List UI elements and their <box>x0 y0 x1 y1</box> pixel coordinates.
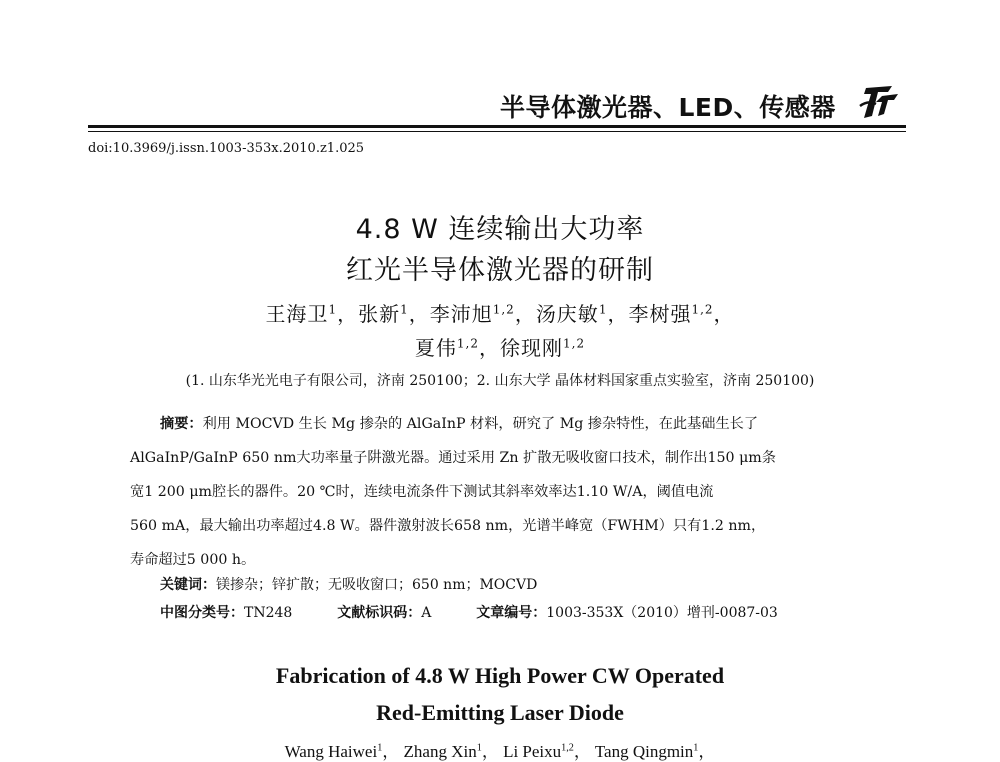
cn-author-name: 夏伟 <box>414 336 457 360</box>
en-author <box>404 742 482 761</box>
title-en-line1: Fabrication of 4.8 W High Power CW Operated <box>275 663 725 688</box>
keywords-label: 关键词： <box>160 577 216 593</box>
en-author-affil-mark: 1 <box>693 742 699 754</box>
cn-author-affil-mark: 1,2 <box>492 302 515 317</box>
clc-label: 中图分类号： <box>160 605 244 621</box>
cn-author-name: 李树强 <box>628 302 692 326</box>
abstract-line-1 <box>130 407 870 441</box>
cn-author-affil-mark: 1,2 <box>691 302 714 317</box>
cn-author <box>358 302 409 326</box>
abstract-line-4: 560 mA，最大输出功率超过4.8 W。器件激射波长658 nm，光谱半峰宽（FWHM）只有1.2 nm， <box>130 518 766 534</box>
cn-author-affil-mark: 1 <box>400 302 409 317</box>
en-author-name: Zhang Xin <box>403 742 477 761</box>
doc-code-label: 文献标识码： <box>337 605 422 621</box>
cn-author <box>536 302 608 326</box>
cn-author-name: 李沛旭 <box>429 302 493 326</box>
cn-author-name: 汤庆敏 <box>535 302 599 326</box>
abstract-text-1: 利用 MOCVD 生长 Mg 掺杂的 AlGaInP 材料，研究了 Mg 掺杂特性，在此基础生长了 <box>202 416 759 432</box>
cn-author <box>430 302 515 326</box>
en-author-name: Wang Haiwei <box>284 742 378 761</box>
journal-logo-icon <box>858 82 902 122</box>
header-rule-thick <box>88 125 906 128</box>
authors-cn-line2: 夏伟$^{1,2}$，徐现刚$^{1,2}$ <box>414 336 586 360</box>
authors-cn-line1: 王海卫$^1$，张新$^1$，李沛旭$^{1,2}$，汤庆敏$^1$，李树强$^{1,2}$， <box>265 302 735 326</box>
journal-section-title: 半导体激光器、LED、传感器 <box>500 93 836 122</box>
keywords-line <box>160 574 537 594</box>
en-author-name: Tang Qingmin <box>594 742 694 761</box>
cn-author <box>415 336 479 360</box>
cn-author-affil-mark: 1,2 <box>456 336 479 351</box>
authors-en-line: Wang Haiwei$^1$， Zhang Xin$^1$， Li Peixu$^{1,2}$， Tang Qingmin$^1$， <box>284 742 716 761</box>
cn-author-affil-mark: 1 <box>328 302 338 317</box>
cn-author-affil-mark: 1 <box>598 302 608 317</box>
title-cn-line2: 红光半导体激光器的研制 <box>346 255 654 286</box>
header-rule-thin <box>88 131 906 132</box>
keywords-text: 镁掺杂；锌扩散；无吸收窗口；650 nm；MOCVD <box>216 577 538 593</box>
cn-author <box>500 336 585 360</box>
abstract-label: 摘要： <box>160 416 203 432</box>
cn-author <box>628 302 713 326</box>
article-no-value: 1003-353X（2010）增刊-0087-03 <box>546 605 778 621</box>
cn-author-name: 王海卫 <box>265 302 329 326</box>
en-author-affil-mark: 1 <box>476 742 482 754</box>
cn-author-name: 张新 <box>358 302 401 326</box>
article-no-label: 文章编号： <box>476 605 547 621</box>
en-author <box>595 742 699 761</box>
classification-line <box>160 602 778 622</box>
cn-author <box>265 302 337 326</box>
cn-author-affil-mark: 1,2 <box>563 336 586 351</box>
title-en-line2: Red-Emitting Laser Diode <box>376 700 624 725</box>
doc-code-value: A <box>421 605 432 621</box>
clc-value: TN248 <box>244 605 293 621</box>
en-author <box>285 742 383 761</box>
title-cn-line1: 4.8 W 连续输出大功率 <box>355 214 645 245</box>
doi-line: doi:10.3969/j.issn.1003-353x.2010.z1.025 <box>88 141 365 156</box>
abstract-line-3: 宽1 200 μm腔长的器件。20 ℃时，连续电流条件下测试其斜率效率达1.10 W/A，阈值电流 <box>130 484 714 500</box>
en-author-affil-mark: 1,2 <box>561 742 574 754</box>
cn-author-name: 徐现刚 <box>500 336 563 360</box>
affiliation-cn: (1. 山东华光光电子有限公司，济南 250100；2. 山东大学 晶体材料国家重点实验室，济南 250100) <box>185 373 815 389</box>
abstract-cn <box>130 407 870 577</box>
en-author-affil-mark: 1 <box>377 742 383 754</box>
en-author-name: Li Peixu <box>503 742 562 761</box>
en-author <box>503 742 574 761</box>
abstract-line-5: 寿命超过5 000 h。 <box>130 552 256 568</box>
abstract-line-2: AlGaInP/GaInP 650 nm大功率量子阱激光器。通过采用 Zn 扩散无吸收窗口技术，制作出150 μm条 <box>130 450 776 466</box>
